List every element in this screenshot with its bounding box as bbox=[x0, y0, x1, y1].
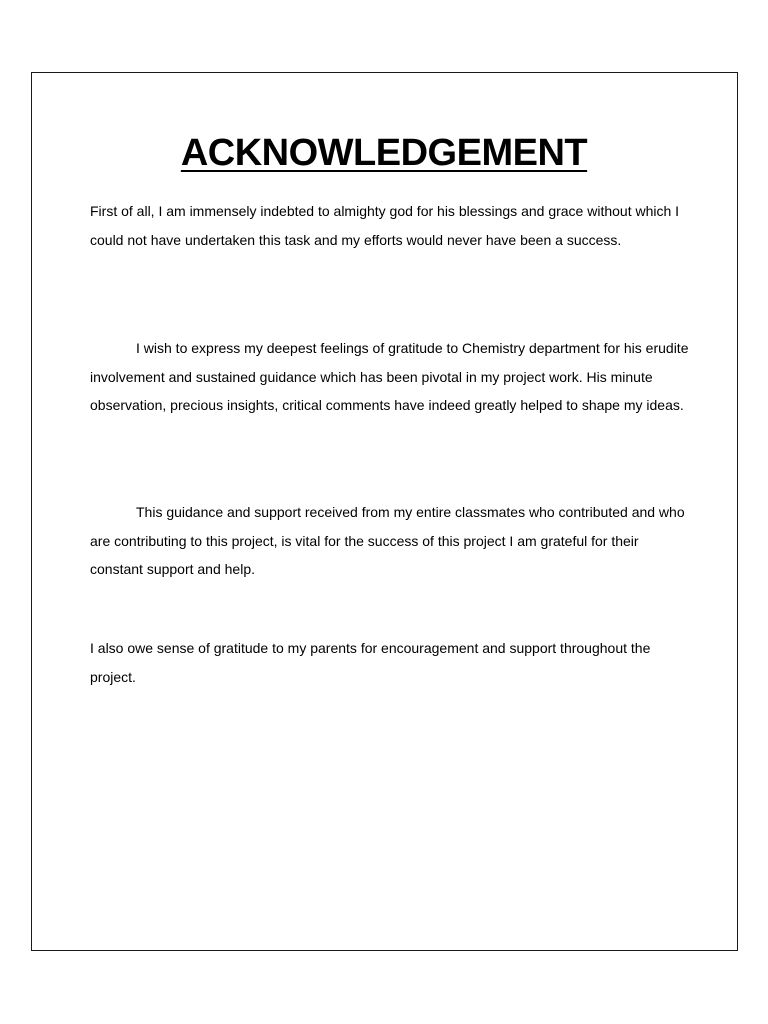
paragraph-4: I also owe sense of gratitude to my parents for encouragement and support throughout the project. bbox=[90, 640, 651, 685]
document-title bbox=[0, 132, 768, 175]
title-text: ACKNOWLEDGEMENT bbox=[180, 132, 588, 174]
paragraph-2: I wish to express my deepest feelings of gratitude to Chemistry department for his erudite involvement and sustained guidance which has been pivotal in my project work. His minute observation, precious insights, critical comments have indeed greatly helped to shape my ideas. bbox=[90, 340, 689, 413]
paragraph-3: This guidance and support received from my entire classmates who contributed and who are contributing to this project, is vital for the success of this project I am grateful for their constant support and help. bbox=[90, 504, 685, 577]
paragraph-1: First of all, I am immensely indebted to almighty god for his blessings and grace without which I could not have undertaken this task and my efforts would never have been a success. bbox=[90, 203, 680, 248]
